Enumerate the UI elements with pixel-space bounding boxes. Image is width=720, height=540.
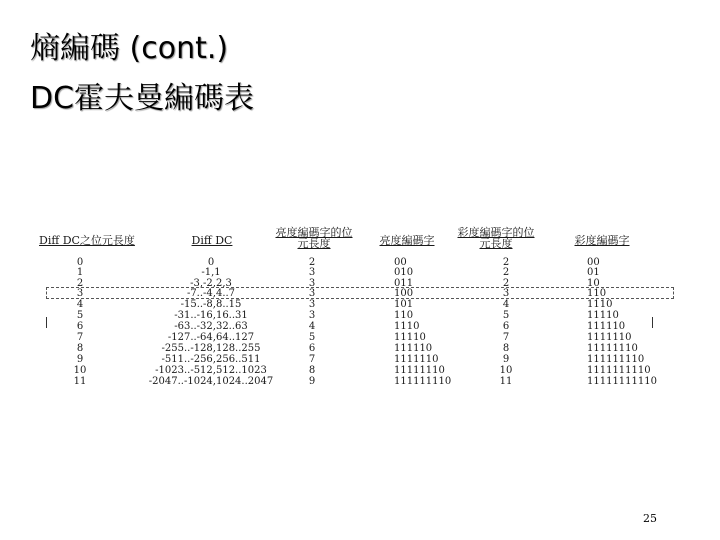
cell-diff-dc-length: 10 bbox=[73, 365, 87, 376]
header-chroma-codeword: 彩度編碼字 bbox=[574, 234, 630, 247]
cell-chroma-length: 7 bbox=[502, 332, 510, 343]
cell-diff-dc-length: 2 bbox=[76, 278, 84, 289]
cell-chroma-codeword: 11111111110 bbox=[587, 376, 657, 387]
cell-chroma-codeword: 11110 bbox=[587, 310, 619, 321]
cell-diff-dc: -1,1 bbox=[201, 267, 221, 278]
cell-chroma-length: 8 bbox=[502, 343, 510, 354]
cell-luma-codeword: 1110 bbox=[394, 321, 420, 332]
cell-chroma-codeword: 1111110 bbox=[587, 332, 632, 343]
cell-luma-codeword: 111111110 bbox=[394, 376, 452, 387]
cell-luma-length: 3 bbox=[308, 278, 316, 289]
header-diff-dc-length: Diff DC之位元長度 bbox=[39, 234, 135, 247]
cell-luma-length: 3 bbox=[308, 299, 316, 310]
header-diff-dc: Diff DC bbox=[191, 234, 233, 247]
cell-chroma-codeword: 1111111110 bbox=[587, 365, 651, 376]
table-row bbox=[22, 354, 687, 365]
cell-diff-dc: -7..-4,4..7 bbox=[186, 288, 236, 299]
cell-luma-length: 5 bbox=[308, 332, 316, 343]
cell-diff-dc: -127..-64,64..127 bbox=[167, 332, 255, 343]
table-row bbox=[22, 321, 687, 332]
cell-chroma-length: 5 bbox=[502, 310, 510, 321]
cell-diff-dc: -255..-128,128..255 bbox=[161, 343, 261, 354]
cell-luma-codeword: 11110 bbox=[394, 332, 426, 343]
cell-chroma-codeword: 00 bbox=[587, 257, 600, 268]
cell-chroma-length: 11 bbox=[499, 376, 513, 387]
cell-diff-dc-length: 7 bbox=[76, 332, 84, 343]
cell-chroma-length: 4 bbox=[502, 299, 510, 310]
cell-diff-dc: -1023..-512,512..1023 bbox=[155, 365, 267, 376]
cell-luma-codeword: 11111110 bbox=[394, 365, 445, 376]
cell-chroma-length: 6 bbox=[502, 321, 510, 332]
cell-chroma-length: 2 bbox=[502, 278, 510, 289]
cell-diff-dc-length: 6 bbox=[76, 321, 84, 332]
cell-diff-dc-length: 3 bbox=[76, 288, 84, 299]
cell-luma-length: 7 bbox=[308, 354, 316, 365]
cell-diff-dc-length: 4 bbox=[76, 299, 84, 310]
cell-chroma-codeword: 10 bbox=[587, 278, 600, 289]
table-row bbox=[22, 299, 687, 310]
table-row bbox=[22, 267, 687, 278]
cell-luma-codeword: 100 bbox=[394, 288, 414, 299]
cell-diff-dc-length: 5 bbox=[76, 310, 84, 321]
cell-chroma-codeword: 1110 bbox=[587, 299, 613, 310]
cell-diff-dc: -63..-32,32..63 bbox=[174, 321, 248, 332]
cell-luma-length: 3 bbox=[308, 310, 316, 321]
cell-diff-dc: -15..-8,8..15 bbox=[180, 299, 242, 310]
cell-luma-length: 9 bbox=[308, 376, 316, 387]
cell-diff-dc-length: 9 bbox=[76, 354, 84, 365]
cell-chroma-length: 2 bbox=[502, 257, 510, 268]
cell-luma-codeword: 010 bbox=[394, 267, 414, 278]
table-row bbox=[22, 332, 687, 343]
cell-diff-dc-length: 8 bbox=[76, 343, 84, 354]
slide-title: 熵編碼 (cont.) bbox=[30, 31, 229, 66]
cell-chroma-codeword: 110 bbox=[587, 288, 607, 299]
header-luma-code-length: 亮度編碼字的位元長度 bbox=[275, 226, 353, 250]
cell-diff-dc: -2047..-1024,1024..2047 bbox=[148, 376, 274, 387]
cell-chroma-length: 2 bbox=[502, 267, 510, 278]
cell-luma-codeword: 00 bbox=[394, 257, 407, 268]
table-row bbox=[22, 365, 687, 376]
table-row bbox=[22, 310, 687, 321]
cell-luma-length: 3 bbox=[308, 267, 316, 278]
cell-diff-dc-length: 11 bbox=[73, 376, 87, 387]
cell-luma-codeword: 111110 bbox=[394, 343, 433, 354]
dc-huffman-table bbox=[22, 215, 687, 400]
cell-chroma-codeword: 111110 bbox=[587, 321, 626, 332]
cell-luma-codeword: 1111110 bbox=[394, 354, 439, 365]
cell-luma-codeword: 101 bbox=[394, 299, 414, 310]
page-number: 25 bbox=[643, 512, 657, 525]
cell-diff-dc: -511..-256,256..511 bbox=[161, 354, 261, 365]
cell-luma-length: 8 bbox=[308, 365, 316, 376]
header-luma-codeword: 亮度編碼字 bbox=[379, 234, 435, 247]
cell-diff-dc: 0 bbox=[207, 257, 215, 268]
header-chroma-code-length: 彩度編碼字的位元長度 bbox=[457, 226, 535, 250]
cell-chroma-codeword: 111111110 bbox=[587, 354, 645, 365]
cell-diff-dc-length: 1 bbox=[76, 267, 84, 278]
table-row bbox=[22, 343, 687, 354]
cell-luma-length: 3 bbox=[308, 288, 316, 299]
cell-chroma-codeword: 01 bbox=[587, 267, 600, 278]
slide-subtitle: DC霍夫曼編碼表 bbox=[30, 81, 255, 116]
cell-luma-length: 4 bbox=[308, 321, 316, 332]
cell-chroma-length: 3 bbox=[502, 288, 510, 299]
cell-chroma-codeword: 11111110 bbox=[587, 343, 638, 354]
cell-luma-codeword: 011 bbox=[394, 278, 414, 289]
cell-chroma-length: 9 bbox=[502, 354, 510, 365]
cell-chroma-length: 10 bbox=[499, 365, 513, 376]
cell-diff-dc: -31..-16,16..31 bbox=[174, 310, 248, 321]
cell-luma-codeword: 110 bbox=[394, 310, 414, 321]
cell-diff-dc-length: 0 bbox=[76, 257, 84, 268]
cell-luma-length: 6 bbox=[308, 343, 316, 354]
table-row bbox=[22, 288, 687, 299]
cell-diff-dc: -3,-2,2,3 bbox=[190, 278, 232, 289]
cell-luma-length: 2 bbox=[308, 257, 316, 268]
table-row bbox=[22, 376, 687, 387]
